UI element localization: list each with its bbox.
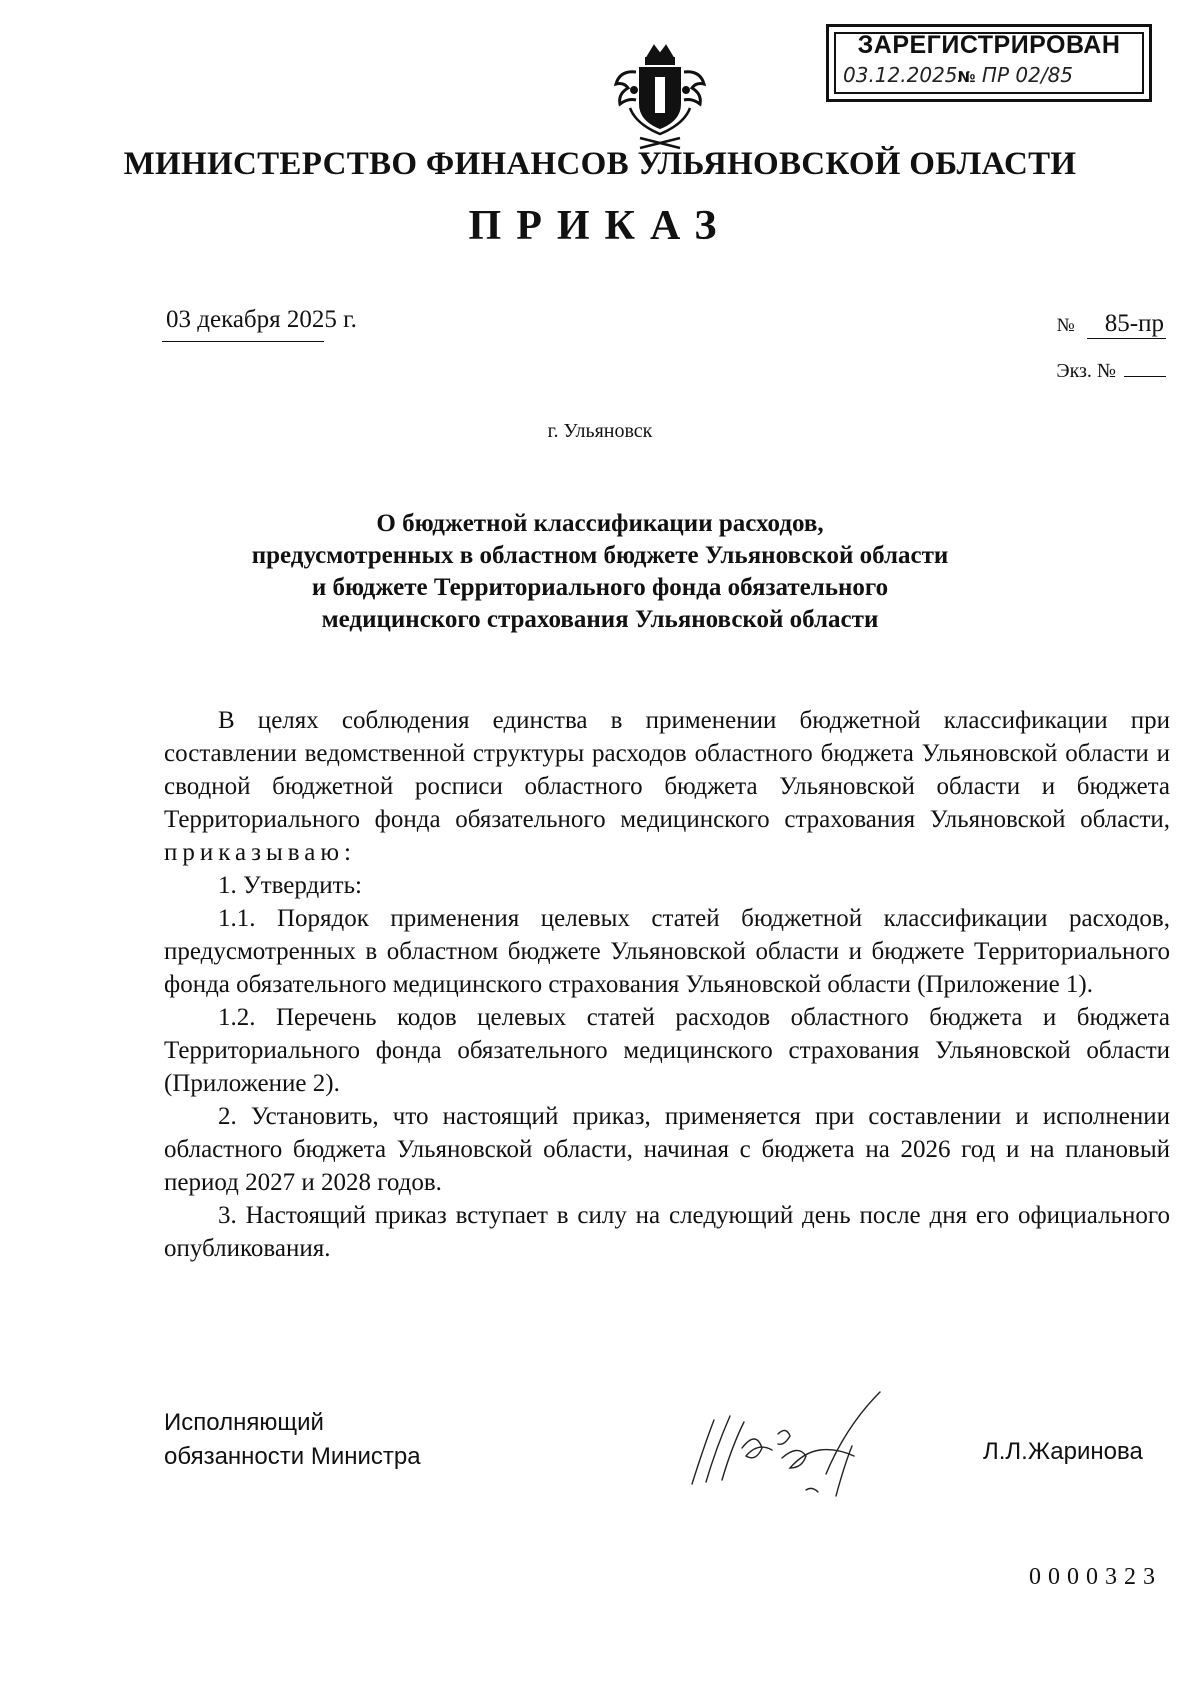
stamp-reg-date: 03.12.2025 xyxy=(843,63,958,87)
order-verb: приказываю: xyxy=(164,839,356,866)
number-label: № xyxy=(1056,315,1075,336)
clause-3: 3. Настоящий приказ вступает в силу на следующий день после дня его официального опубликования. xyxy=(164,1202,1170,1262)
form-serial-number: 0000323 xyxy=(1029,1564,1162,1590)
handwritten-signature-icon xyxy=(686,1386,910,1516)
clause-1: 1. Утвердить: xyxy=(218,872,362,899)
stamp-title: ЗАРЕГИСТРИРОВАН xyxy=(857,31,1121,59)
stamp-reg-number: ПР 02/85 xyxy=(981,63,1074,87)
coat-of-arms-icon xyxy=(606,42,714,152)
title-line: предусмотренных в областном бюджете Ульяновской области xyxy=(251,542,949,569)
clause-1-2: 1.2. Перечень кодов целевых статей расходов областного бюджета и бюджета Территориального фонда обязательного медицинского страхования Ульяновской области (Приложение 2). xyxy=(164,1004,1170,1097)
copy-label: Экз. № xyxy=(1056,360,1116,382)
number-value: 85-пр xyxy=(1087,310,1166,339)
city: г. Ульяновск xyxy=(547,420,653,442)
date-underline xyxy=(162,341,324,342)
ministry-name: МИНИСТЕРСТВО ФИНАНСОВ УЛЬЯНОВСКОЙ ОБЛАСТИ xyxy=(123,146,1077,182)
order-number xyxy=(1057,310,1166,339)
order-title xyxy=(0,508,1200,636)
registration-stamp xyxy=(826,24,1152,102)
order-body xyxy=(164,704,1170,1265)
preamble-paragraph xyxy=(164,704,1170,869)
preamble-text: В целях соблюдения единства в применении бюджетной классификации при составлении ведомственной структуры расходов областного бюджета Ульяновской области и сводной бюджетной росписи областного бюджета Ульяновской области и бюджета Территориального фонда обязательного медицинского страхования Ульяновской области, xyxy=(164,707,1170,833)
clause-2: 2. Установить, что настоящий приказ, применяется при составлении и исполнении областного бюджета Ульяновской области, начиная с бюджета на 2026 год и на плановый период 2027 и 2028 годов. xyxy=(164,1103,1170,1196)
title-line: О бюджетной классификации расходов, xyxy=(376,510,824,537)
document-type: ПРИКАЗ xyxy=(468,203,732,249)
copy-blank xyxy=(1124,376,1166,377)
signatory-name: Л.Л.Жаринова xyxy=(983,1438,1143,1465)
stamp-no-label: № xyxy=(957,68,976,86)
stamp-registration-line xyxy=(843,63,1141,87)
role-line: Исполняющий xyxy=(164,1409,324,1436)
title-line: медицинского страхования Ульяновской области xyxy=(321,606,879,633)
role-line: обязанности Министра xyxy=(164,1443,421,1470)
clause-1-1: 1.1. Порядок применения целевых статей бюджетной классификации расходов, предусмотренных в областном бюджете Ульяновской области и бюджете Территориального фонда обязательного медицинского страхования Ульяновской области (Приложение 1). xyxy=(164,905,1170,998)
signatory-role xyxy=(164,1406,421,1474)
order-date: 03 декабря 2025 г. xyxy=(166,306,357,333)
copy-number xyxy=(1056,360,1166,383)
title-line: и бюджете Территориального фонда обязательного xyxy=(311,574,889,601)
